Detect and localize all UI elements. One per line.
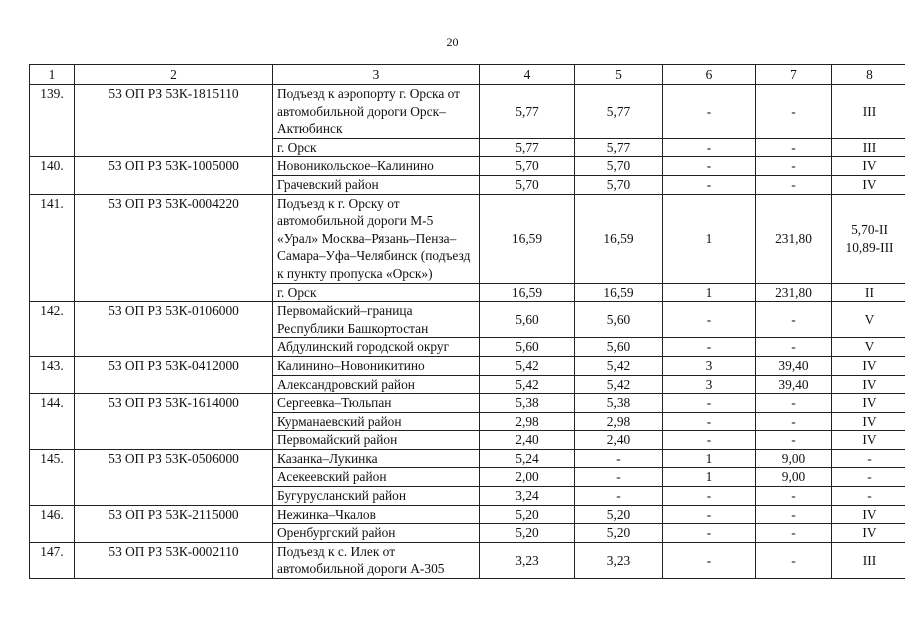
- road-name: Асекеевский район: [273, 468, 480, 487]
- road-code: 53 ОП РЗ 53К-0506000: [75, 449, 273, 505]
- cell-col8: IV: [832, 356, 905, 375]
- row-number: 140.: [30, 157, 75, 194]
- column-header: 5: [575, 65, 663, 85]
- road-code: 53 ОП РЗ 53К-1005000: [75, 157, 273, 194]
- cell-col8: 5,70-II 10,89-III: [832, 194, 905, 283]
- cell-col6: -: [663, 431, 756, 450]
- cell-col5: 5,20: [575, 505, 663, 524]
- table-row: [30, 157, 905, 176]
- road-name: Новоникольское–Калинино: [273, 157, 480, 176]
- cell-col6: -: [663, 138, 756, 157]
- cell-col7: -: [756, 487, 832, 506]
- road-code: 53 ОП РЗ 53К-0004220: [75, 194, 273, 302]
- road-name: г. Орск: [273, 283, 480, 302]
- cell-col8: -: [832, 468, 905, 487]
- cell-col4: 5,24: [480, 449, 575, 468]
- road-code: 53 ОП РЗ 53К-1815110: [75, 85, 273, 157]
- cell-col7: 9,00: [756, 468, 832, 487]
- row-number: 139.: [30, 85, 75, 157]
- row-number: 147.: [30, 542, 75, 578]
- cell-col6: -: [663, 542, 756, 578]
- cell-col7: -: [756, 412, 832, 431]
- cell-col5: 3,23: [575, 542, 663, 578]
- cell-col8: -: [832, 449, 905, 468]
- cell-col7: -: [756, 175, 832, 194]
- cell-col4: 2,00: [480, 468, 575, 487]
- cell-col7: -: [756, 431, 832, 450]
- cell-col5: 16,59: [575, 194, 663, 283]
- row-number: 143.: [30, 356, 75, 393]
- cell-col6: -: [663, 85, 756, 139]
- cell-col6: -: [663, 157, 756, 176]
- cell-col7: -: [756, 524, 832, 543]
- road-code: 53 ОП РЗ 53К-0412000: [75, 356, 273, 393]
- header-row: [30, 65, 905, 85]
- cell-col8: V: [832, 338, 905, 357]
- table-body: [30, 85, 905, 579]
- row-number: 146.: [30, 505, 75, 542]
- road-name: Нежинка–Чкалов: [273, 505, 480, 524]
- row-number: 141.: [30, 194, 75, 302]
- cell-col4: 16,59: [480, 283, 575, 302]
- cell-col6: 1: [663, 283, 756, 302]
- cell-col5: 5,77: [575, 85, 663, 139]
- cell-col4: 5,70: [480, 175, 575, 194]
- cell-col6: -: [663, 487, 756, 506]
- cell-col7: -: [756, 505, 832, 524]
- cell-col6: -: [663, 175, 756, 194]
- cell-col4: 5,60: [480, 302, 575, 338]
- road-name: г. Орск: [273, 138, 480, 157]
- cell-col8: II: [832, 283, 905, 302]
- cell-col6: 1: [663, 449, 756, 468]
- cell-col5: 16,59: [575, 283, 663, 302]
- cell-col7: -: [756, 338, 832, 357]
- cell-col5: 5,42: [575, 375, 663, 394]
- cell-col4: 5,70: [480, 157, 575, 176]
- column-header: 4: [480, 65, 575, 85]
- table-row: [30, 542, 905, 578]
- cell-col4: 5,42: [480, 375, 575, 394]
- cell-col8: IV: [832, 394, 905, 413]
- column-header: 7: [756, 65, 832, 85]
- table-row: [30, 394, 905, 413]
- road-name: Абдулинский городской округ: [273, 338, 480, 357]
- road-name: Казанка–Лукинка: [273, 449, 480, 468]
- cell-col8: IV: [832, 431, 905, 450]
- cell-col4: 5,20: [480, 505, 575, 524]
- road-name: Сергеевка–Тюльпан: [273, 394, 480, 413]
- cell-col7: -: [756, 302, 832, 338]
- road-name: Подъезд к аэропорту г. Орска от автомобильной дороги Орск–Актюбинск: [273, 85, 480, 139]
- road-name: Первомайский район: [273, 431, 480, 450]
- roads-table: [29, 64, 905, 579]
- road-name: Подъезд к г. Орску от автомобильной дороги М-5 «Урал» Москва–Рязань–Пенза–Самара–Уфа–Челябинск (подъезд к пункту пропуска «Орск»): [273, 194, 480, 283]
- cell-col5: 2,98: [575, 412, 663, 431]
- cell-col4: 5,77: [480, 85, 575, 139]
- road-name: Бугурусланский район: [273, 487, 480, 506]
- cell-col5: 5,60: [575, 302, 663, 338]
- cell-col5: 5,70: [575, 175, 663, 194]
- cell-col6: 3: [663, 375, 756, 394]
- road-name: Александровский район: [273, 375, 480, 394]
- cell-col4: 5,20: [480, 524, 575, 543]
- road-name: Первомайский–граница Республики Башкортостан: [273, 302, 480, 338]
- row-number: 144.: [30, 394, 75, 450]
- row-number: 145.: [30, 449, 75, 505]
- cell-col5: 2,40: [575, 431, 663, 450]
- road-name: Подъезд к с. Илек от автомобильной дороги А-305: [273, 542, 480, 578]
- cell-col6: -: [663, 394, 756, 413]
- cell-col5: 5,20: [575, 524, 663, 543]
- cell-col8: -: [832, 487, 905, 506]
- cell-col6: -: [663, 302, 756, 338]
- cell-col7: 231,80: [756, 194, 832, 283]
- cell-col7: -: [756, 542, 832, 578]
- cell-col8: IV: [832, 524, 905, 543]
- cell-col8: IV: [832, 375, 905, 394]
- cell-col8: III: [832, 542, 905, 578]
- cell-col4: 2,98: [480, 412, 575, 431]
- cell-col4: 5,60: [480, 338, 575, 357]
- cell-col4: 5,77: [480, 138, 575, 157]
- cell-col8: V: [832, 302, 905, 338]
- table-row: [30, 356, 905, 375]
- cell-col6: -: [663, 338, 756, 357]
- road-code: 53 ОП РЗ 53К-0002110: [75, 542, 273, 578]
- road-name: Калинино–Новоникитино: [273, 356, 480, 375]
- cell-col4: 3,24: [480, 487, 575, 506]
- column-header: 2: [75, 65, 273, 85]
- table-row: [30, 449, 905, 468]
- cell-col6: 3: [663, 356, 756, 375]
- cell-col6: -: [663, 505, 756, 524]
- cell-col5: 5,77: [575, 138, 663, 157]
- cell-col7: -: [756, 157, 832, 176]
- cell-col7: 39,40: [756, 375, 832, 394]
- table-row: [30, 505, 905, 524]
- row-number: 142.: [30, 302, 75, 357]
- road-name: Курманаевский район: [273, 412, 480, 431]
- cell-col4: 2,40: [480, 431, 575, 450]
- cell-col4: 3,23: [480, 542, 575, 578]
- cell-col5: 5,70: [575, 157, 663, 176]
- cell-col6: -: [663, 524, 756, 543]
- cell-col8: IV: [832, 412, 905, 431]
- cell-col5: 5,42: [575, 356, 663, 375]
- cell-col8: III: [832, 138, 905, 157]
- road-name: Оренбургский район: [273, 524, 480, 543]
- cell-col4: 5,42: [480, 356, 575, 375]
- column-header: 8: [832, 65, 905, 85]
- cell-col5: -: [575, 468, 663, 487]
- road-code: 53 ОП РЗ 53К-1614000: [75, 394, 273, 450]
- table-row: [30, 85, 905, 139]
- cell-col7: 39,40: [756, 356, 832, 375]
- cell-col4: 5,38: [480, 394, 575, 413]
- table-row: [30, 194, 905, 283]
- page-number: 20: [446, 35, 459, 49]
- cell-col5: 5,60: [575, 338, 663, 357]
- road-code: 53 ОП РЗ 53К-0106000: [75, 302, 273, 357]
- cell-col8: III: [832, 85, 905, 139]
- cell-col6: 1: [663, 194, 756, 283]
- cell-col5: 5,38: [575, 394, 663, 413]
- table-row: [30, 302, 905, 338]
- cell-col7: -: [756, 394, 832, 413]
- cell-col5: -: [575, 449, 663, 468]
- column-header: 1: [30, 65, 75, 85]
- cell-col7: 9,00: [756, 449, 832, 468]
- cell-col7: -: [756, 138, 832, 157]
- cell-col4: 16,59: [480, 194, 575, 283]
- road-name: Грачевский район: [273, 175, 480, 194]
- road-code: 53 ОП РЗ 53К-2115000: [75, 505, 273, 542]
- cell-col8: IV: [832, 505, 905, 524]
- cell-col8: IV: [832, 157, 905, 176]
- cell-col6: -: [663, 412, 756, 431]
- cell-col5: -: [575, 487, 663, 506]
- cell-col7: -: [756, 85, 832, 139]
- cell-col6: 1: [663, 468, 756, 487]
- column-header: 3: [273, 65, 480, 85]
- column-header: 6: [663, 65, 756, 85]
- cell-col7: 231,80: [756, 283, 832, 302]
- cell-col8: IV: [832, 175, 905, 194]
